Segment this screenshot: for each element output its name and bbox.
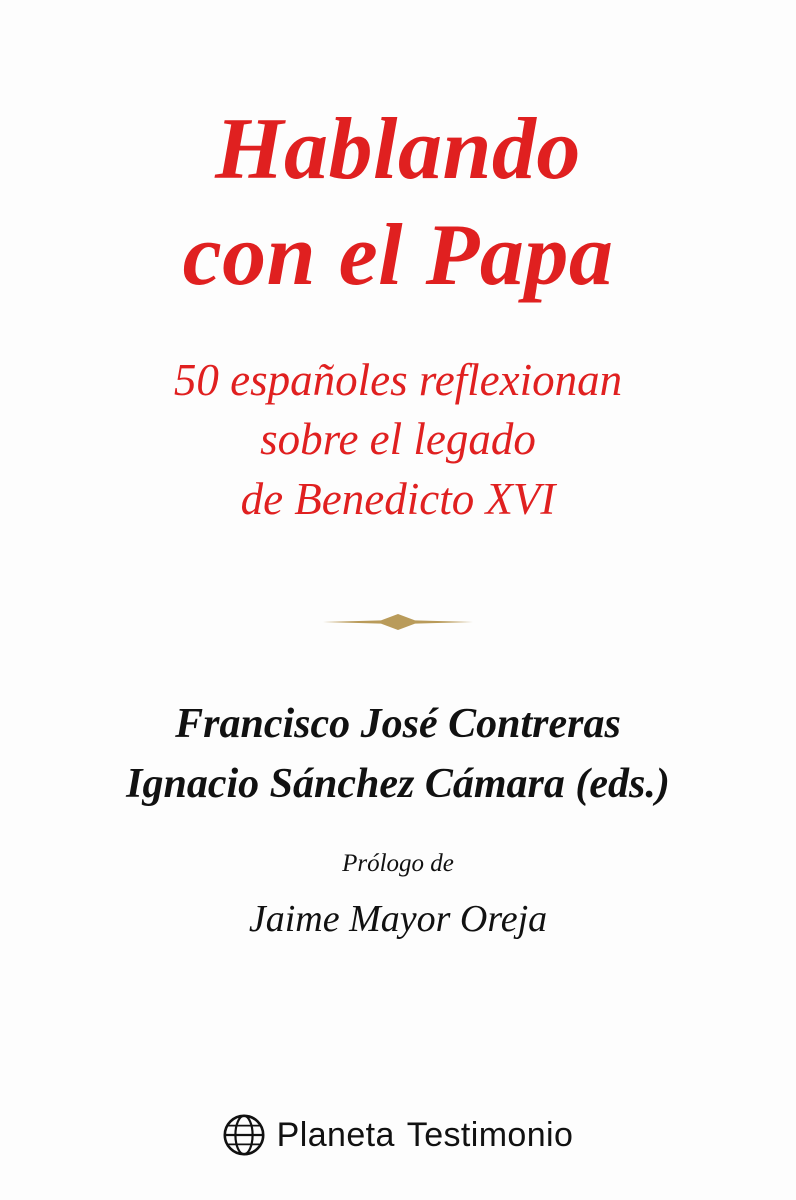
book-title-line-2: con el Papa (182, 207, 614, 305)
globe-icon (223, 1114, 265, 1156)
publisher-name: Planeta (276, 1115, 395, 1154)
prologue-author-name: Jaime Mayor Oreja (248, 897, 548, 940)
title-block (0, 101, 796, 305)
book-subtitle-line-3: de Benedicto XVI (240, 473, 556, 524)
subtitle-block (0, 351, 796, 529)
prologue-label: Prólogo de (342, 850, 454, 878)
author-name-1: Francisco José Contreras (175, 700, 621, 747)
author-name-2: Ignacio Sánchez Cámara (eds.) (126, 760, 670, 807)
prologue-block (0, 848, 796, 946)
book-subtitle-line-2: sobre el legado (260, 414, 536, 465)
book-subtitle-line-1: 50 españoles reflexionan (173, 354, 623, 405)
authors-block (0, 695, 796, 814)
diamond-rule-ornament (323, 611, 473, 633)
publisher-logo (0, 1114, 796, 1156)
book-title-line-1: Hablando (215, 101, 581, 198)
publisher-imprint: Testimonio (406, 1115, 574, 1154)
